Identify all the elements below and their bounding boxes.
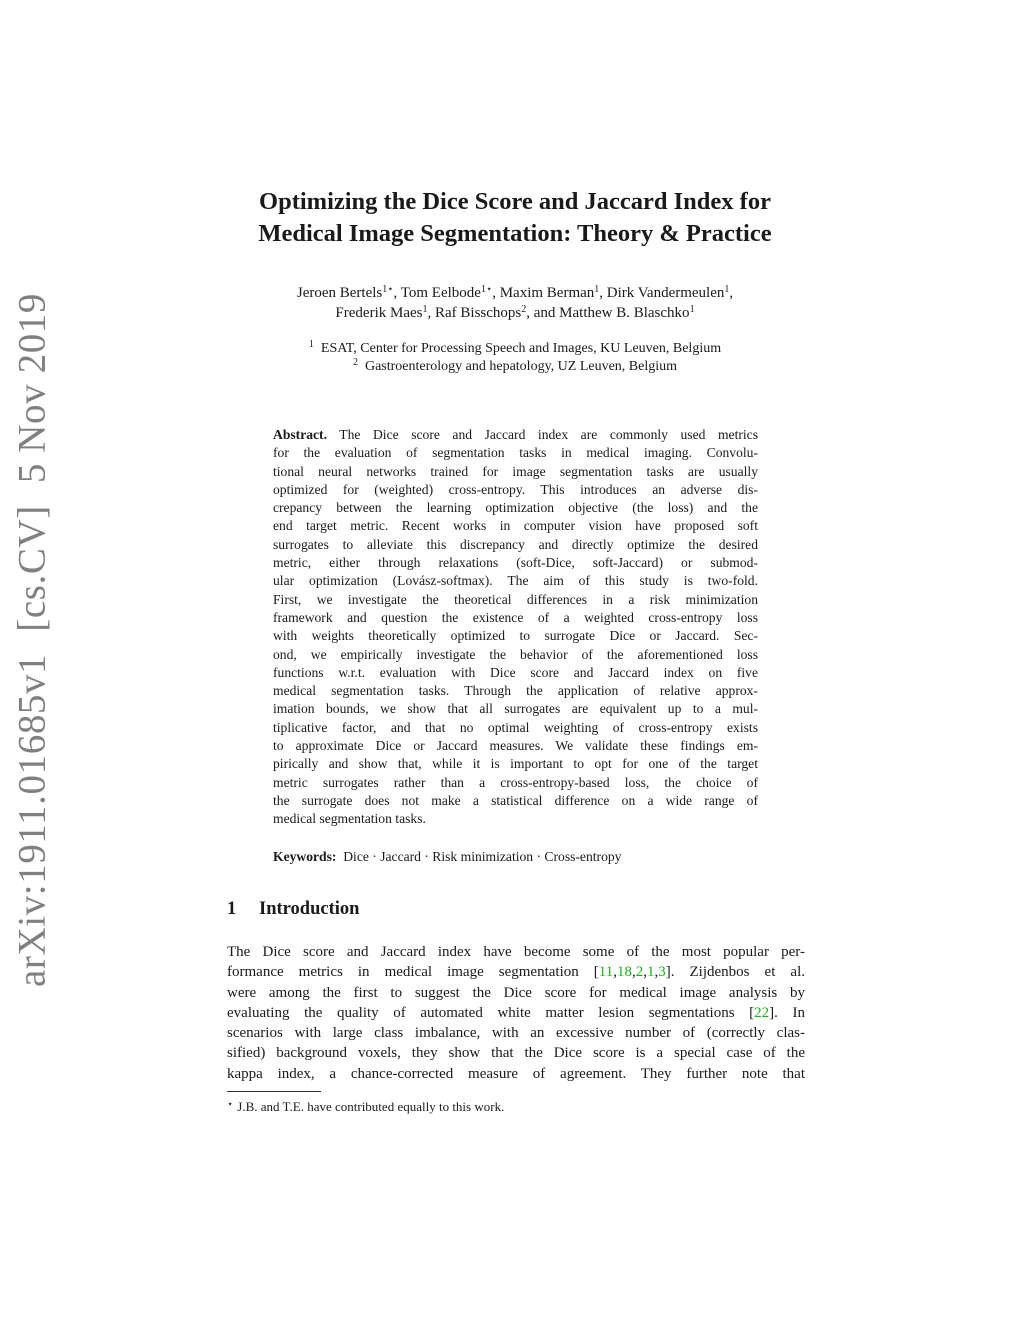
author-affiliation-mark: 1 [724, 284, 730, 295]
abstract-line: metric, either through relaxations (soft-Dice, soft-Jaccard) or submod- [273, 555, 758, 571]
body-text-segment: evaluating the quality of automated white matter lesion segmentations [ [227, 1004, 755, 1021]
abstract-line: First, we investigate the theoretical differences in a risk minimization [273, 591, 758, 607]
footnote-text: J.B. and T.E. have contributed equally to this work. [237, 1099, 505, 1114]
author-affiliation-mark: 1 [422, 304, 428, 315]
body-line: The Dice score and Jaccard index have become some of the most popular per- [227, 944, 805, 960]
body-line: sified) background voxels, they show that the Dice score is a special case of the [227, 1045, 805, 1062]
keywords-text: Dice · Jaccard · Risk minimization · Cross-entropy [343, 849, 622, 864]
citation-link[interactable]: 3 [658, 964, 666, 981]
abstract-label: Abstract. [273, 427, 327, 442]
keywords-label: Keywords: [273, 849, 337, 864]
section-heading [227, 899, 359, 920]
abstract [273, 426, 758, 829]
abstract-line: imation bounds, we show that all surrogates are equivalent up to a mul- [273, 701, 758, 717]
abstract-line: tional neural networks trained for image segmentation tasks are usually [273, 463, 758, 479]
abstract-line: optimized for (weighted) cross-entropy. This introduces an adverse dis- [273, 481, 758, 497]
abstract-line: functions w.r.t. evaluation with Dice score and Jaccard index on five [273, 664, 758, 680]
abstract-line: medical segmentation tasks. [273, 811, 426, 827]
author-name: Matthew B. Blaschko [559, 305, 690, 321]
affiliation-mark: 2 [352, 357, 358, 368]
body-text-segment: ]. In [769, 1004, 805, 1021]
author-affiliation-mark: 1 [594, 284, 600, 295]
author-affiliation-mark: 1⋆ [480, 284, 493, 295]
title-line-1: Optimizing the Dice Score and Jaccard Index for [259, 188, 771, 215]
author-list [180, 283, 850, 323]
author-separator: , [427, 305, 435, 321]
body-text-segment: formance metrics in medical image segmentation [ [227, 964, 599, 981]
abstract-line: ond, we empirically investigate the behavior of the aforementioned loss [273, 646, 758, 662]
arxiv-category: [cs.CV] [10, 505, 54, 632]
author-line-1 [180, 283, 850, 303]
footnote-rule [227, 1091, 321, 1092]
affiliation-text: Gastroenterology and hepatology, UZ Leuven, Belgium [364, 359, 678, 374]
abstract-line: the surrogate does not make a statistical difference on a wide range of [273, 792, 758, 808]
citation-link[interactable]: 22 [754, 1004, 770, 1021]
author-affiliation-mark: 1 [689, 304, 695, 315]
abstract-line: surrogates to alleviate this discrepancy and directly optimize the desired [273, 536, 758, 552]
title-line-2: Medical Image Segmentation: Theory & Practice [258, 220, 772, 247]
abstract-line: ular optimization (Lovász-softmax). The aim of this study is two-fold. [273, 573, 758, 589]
author-name: Jeroen Bertels [296, 285, 383, 301]
body-text-segment: ]. Zijdenbos et al. [665, 964, 805, 981]
author-line-2 [180, 303, 850, 323]
section-title: Introduction [259, 899, 360, 919]
abstract-line: pirically and show that, while it is important to opt for one of the target [273, 756, 758, 772]
citation-link[interactable]: 2 [635, 964, 644, 981]
keywords [273, 848, 758, 866]
author-affiliation-mark: 2 [521, 304, 527, 315]
abstract-line [273, 426, 758, 444]
citation-link[interactable]: 11 [598, 964, 614, 981]
arxiv-date: 5 Nov 2019 [10, 292, 54, 484]
author-affiliation-mark: 1⋆ [382, 284, 394, 295]
abstract-line-text: The Dice score and Jaccard index are commonly used metrics [339, 427, 758, 442]
author-separator: , [729, 285, 734, 301]
author-name: Dirk Vandermeulen [606, 285, 725, 301]
author-separator: , [599, 285, 607, 301]
author-name: Maxim Berman [499, 285, 595, 301]
affiliation-item [180, 340, 850, 358]
body-line: were among the first to suggest the Dice score for medical image analysis by [227, 984, 805, 1001]
abstract-line: with weights theoretically optimized to surrogate Dice or Jaccard. Sec- [273, 628, 758, 644]
author-name: Frederik Maes [335, 305, 423, 321]
abstract-line: for the evaluation of segmentation tasks in medical imaging. Convolu- [273, 445, 758, 461]
author-separator: , and [526, 305, 560, 321]
author-name: Raf Bisschops [434, 305, 522, 321]
affiliation-list [180, 340, 850, 376]
author-separator: , [492, 285, 500, 301]
abstract-line: framework and question the existence of a weighted cross-entropy loss [273, 609, 758, 625]
introduction-paragraph [227, 942, 805, 1084]
body-line [227, 1003, 805, 1023]
abstract-line: medical segmentation tasks. Through the application of relative approx- [273, 683, 758, 699]
body-line: kappa index, a chance-corrected measure of agreement. They further note that [227, 1065, 805, 1082]
affiliation-item [180, 358, 850, 376]
abstract-line: crepancy between the learning optimization objective (the loss) and the [273, 500, 758, 516]
author-name: Tom Eelbode [400, 285, 481, 301]
affiliation-mark: 1 [308, 339, 314, 350]
abstract-line: to approximate Dice or Jaccard measures. We validate these findings em- [273, 738, 758, 754]
section-number: 1 [227, 899, 237, 919]
body-line: formance metrics in medical image segmentation [11,18,2,1,3]. Zijdenbos et al. [227, 964, 805, 981]
body-line: scenarios with large class imbalance, with an excessive number of (correctly clas- [227, 1025, 805, 1042]
paper-title [180, 186, 850, 250]
footnote-mark: ⋆ [227, 1099, 234, 1110]
abstract-line: metric surrogates rather than a cross-entropy-based loss, the choice of [273, 774, 758, 790]
arxiv-identifier-stamp [10, 293, 55, 987]
abstract-line: end target metric. Recent works in computer vision have proposed soft [273, 518, 758, 534]
footnote [227, 1096, 504, 1115]
abstract-line: tiplicative factor, and that no optimal weighting of cross-entropy exists [273, 719, 758, 735]
author-separator: , [393, 285, 401, 301]
arxiv-id: arXiv:1911.01685v1 [10, 653, 54, 988]
affiliation-text: ESAT, Center for Processing Speech and Images, KU Leuven, Belgium [320, 341, 722, 356]
citation-link[interactable]: 18 [616, 964, 632, 981]
citation-link[interactable]: 1 [646, 964, 655, 981]
